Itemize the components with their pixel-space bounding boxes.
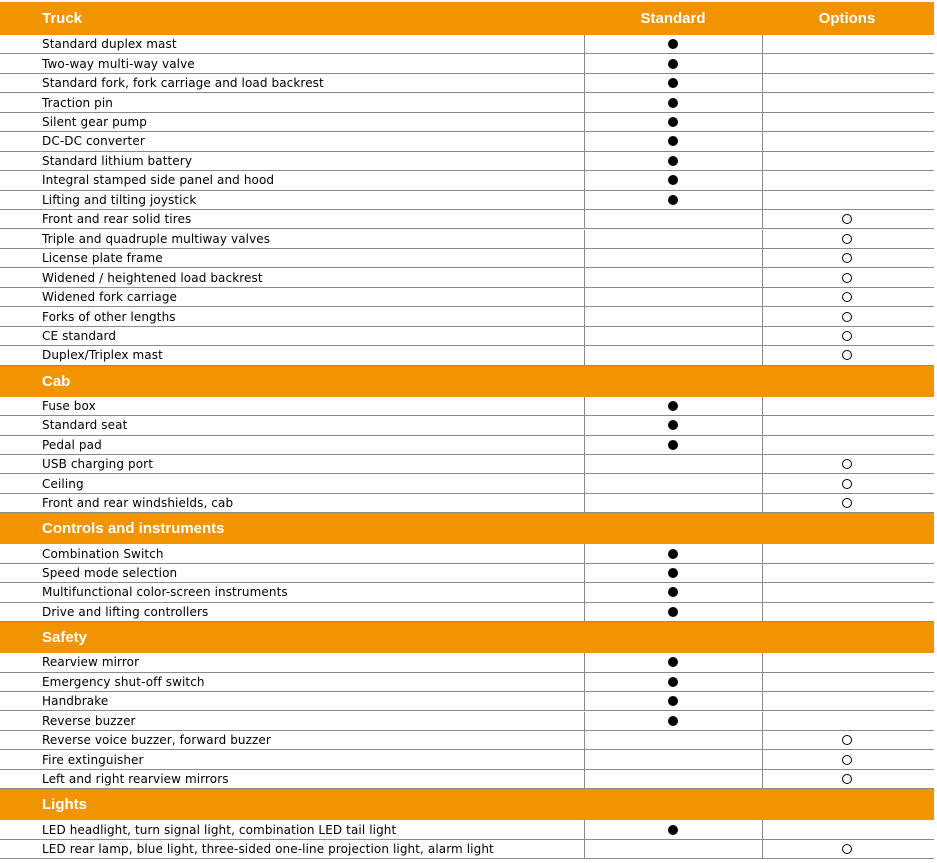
section-title: Controls and instruments xyxy=(42,520,225,538)
section-title: Lights xyxy=(42,796,87,814)
column-divider xyxy=(584,191,585,209)
column-divider xyxy=(762,93,763,111)
section-title: Truck xyxy=(42,10,83,27)
column-divider xyxy=(762,152,763,170)
option-open-circle-icon xyxy=(842,735,852,745)
table-row xyxy=(0,653,934,672)
column-divider xyxy=(584,750,585,768)
column-divider xyxy=(584,673,585,691)
table-row xyxy=(0,692,934,711)
column-divider xyxy=(584,249,585,267)
column-divider xyxy=(762,54,763,72)
standard-filled-circle-icon xyxy=(668,587,678,597)
column-divider xyxy=(584,436,585,454)
row-label: Front and rear solid tires xyxy=(42,212,192,227)
standard-filled-circle-icon xyxy=(668,175,678,185)
column-divider xyxy=(584,583,585,601)
column-divider xyxy=(584,288,585,306)
row-label: Standard fork, fork carriage and load backrest xyxy=(42,76,324,91)
row-label: Two-way multi-way valve xyxy=(42,56,195,71)
table-row xyxy=(0,712,934,731)
table-row xyxy=(0,416,934,435)
table-row xyxy=(0,210,934,229)
column-header-options: Options xyxy=(818,10,876,27)
table-row xyxy=(0,74,934,93)
option-open-circle-icon xyxy=(842,755,852,765)
row-label: Standard lithium battery xyxy=(42,153,193,168)
row-label: License plate frame xyxy=(42,251,163,266)
table-row xyxy=(0,583,934,602)
column-divider xyxy=(762,436,763,454)
table-row xyxy=(0,750,934,769)
column-divider xyxy=(762,249,763,267)
table-row xyxy=(0,603,934,622)
row-label: LED rear lamp, blue light, three-sided one-line projection light, alarm light xyxy=(42,841,494,856)
section-header xyxy=(0,789,934,820)
section-header xyxy=(0,2,934,35)
table-row xyxy=(0,268,934,287)
column-divider xyxy=(762,603,763,621)
column-divider xyxy=(584,544,585,562)
option-open-circle-icon xyxy=(842,253,852,263)
row-label: Front and rear windshields, cab xyxy=(42,496,234,511)
column-divider xyxy=(584,152,585,170)
column-divider xyxy=(762,583,763,601)
column-divider xyxy=(584,74,585,92)
option-open-circle-icon xyxy=(842,234,852,244)
row-label: Standard seat xyxy=(42,418,128,433)
row-label: Fuse box xyxy=(42,398,96,413)
column-divider xyxy=(762,494,763,512)
standard-filled-circle-icon xyxy=(668,78,678,88)
standard-filled-circle-icon xyxy=(668,117,678,127)
option-open-circle-icon xyxy=(842,479,852,489)
row-label: Left and right rearview mirrors xyxy=(42,772,229,787)
standard-filled-circle-icon xyxy=(668,657,678,667)
row-label: LED headlight, turn signal light, combination LED tail light xyxy=(42,822,397,837)
column-divider xyxy=(762,673,763,691)
column-divider xyxy=(762,113,763,131)
standard-filled-circle-icon xyxy=(668,549,678,559)
column-divider xyxy=(762,268,763,286)
table-row xyxy=(0,770,934,789)
column-divider xyxy=(584,93,585,111)
column-divider xyxy=(584,712,585,730)
column-divider xyxy=(584,113,585,131)
option-open-circle-icon xyxy=(842,459,852,469)
row-label: Widened / heightened load backrest xyxy=(42,270,263,285)
column-divider xyxy=(762,327,763,345)
row-label: Fire extinguisher xyxy=(42,752,144,767)
column-divider xyxy=(762,230,763,248)
column-divider xyxy=(762,544,763,562)
standard-filled-circle-icon xyxy=(668,39,678,49)
section-title: Safety xyxy=(42,629,88,647)
column-divider xyxy=(584,132,585,150)
column-divider xyxy=(762,132,763,150)
section-header xyxy=(0,513,934,544)
table-row xyxy=(0,171,934,190)
row-label: Reverse buzzer xyxy=(42,713,136,728)
option-open-circle-icon xyxy=(842,292,852,302)
column-divider xyxy=(584,35,585,53)
table-row xyxy=(0,544,934,563)
column-divider xyxy=(762,840,763,858)
table-row xyxy=(0,307,934,326)
option-open-circle-icon xyxy=(842,774,852,784)
column-divider xyxy=(584,494,585,512)
standard-filled-circle-icon xyxy=(668,59,678,69)
table-row xyxy=(0,474,934,493)
table-row xyxy=(0,191,934,210)
standard-filled-circle-icon xyxy=(668,136,678,146)
table-row xyxy=(0,54,934,73)
table-row xyxy=(0,35,934,54)
column-divider xyxy=(584,474,585,492)
row-label: Integral stamped side panel and hood xyxy=(42,173,275,188)
section-title: Cab xyxy=(42,372,71,390)
column-divider xyxy=(584,416,585,434)
table-row xyxy=(0,346,934,365)
column-divider xyxy=(762,653,763,671)
row-label: Speed mode selection xyxy=(42,566,178,581)
table-row xyxy=(0,230,934,249)
column-divider xyxy=(762,750,763,768)
column-divider xyxy=(584,346,585,364)
row-label: CE standard xyxy=(42,328,117,343)
row-label: Multifunctional color-screen instruments xyxy=(42,585,288,600)
row-label: Silent gear pump xyxy=(42,115,148,130)
row-label: Traction pin xyxy=(42,95,114,110)
row-label: DC-DC converter xyxy=(42,134,145,149)
table-row xyxy=(0,249,934,268)
option-open-circle-icon xyxy=(842,273,852,283)
option-open-circle-icon xyxy=(842,214,852,224)
standard-filled-circle-icon xyxy=(668,195,678,205)
standard-filled-circle-icon xyxy=(668,607,678,617)
column-divider xyxy=(762,770,763,788)
table-row xyxy=(0,436,934,455)
standard-filled-circle-icon xyxy=(668,677,678,687)
column-divider xyxy=(762,288,763,306)
column-divider xyxy=(762,346,763,364)
column-divider xyxy=(584,455,585,473)
column-divider xyxy=(762,820,763,838)
row-label: Combination Switch xyxy=(42,546,164,561)
row-label: Lifting and tilting joystick xyxy=(42,192,197,207)
column-divider xyxy=(762,210,763,228)
standard-filled-circle-icon xyxy=(668,716,678,726)
standard-filled-circle-icon xyxy=(668,825,678,835)
column-divider xyxy=(584,564,585,582)
column-divider xyxy=(762,191,763,209)
option-open-circle-icon xyxy=(842,498,852,508)
table-row xyxy=(0,731,934,750)
option-open-circle-icon xyxy=(842,331,852,341)
table-row xyxy=(0,673,934,692)
row-label: USB charging port xyxy=(42,457,154,472)
standard-filled-circle-icon xyxy=(668,401,678,411)
row-label: Emergency shut-off switch xyxy=(42,674,205,689)
table-row xyxy=(0,327,934,346)
standard-filled-circle-icon xyxy=(668,696,678,706)
column-divider xyxy=(762,731,763,749)
section-header xyxy=(0,622,934,653)
row-label: Forks of other lengths xyxy=(42,309,176,324)
table-row xyxy=(0,93,934,112)
column-divider xyxy=(584,268,585,286)
column-divider xyxy=(584,731,585,749)
row-label: Standard duplex mast xyxy=(42,37,177,52)
standard-filled-circle-icon xyxy=(668,98,678,108)
column-divider xyxy=(762,474,763,492)
table-row xyxy=(0,397,934,416)
column-divider xyxy=(584,692,585,710)
table-row xyxy=(0,494,934,513)
column-divider xyxy=(762,74,763,92)
column-divider xyxy=(584,54,585,72)
column-divider xyxy=(584,653,585,671)
row-label: Drive and lifting controllers xyxy=(42,604,209,619)
table-row xyxy=(0,820,934,839)
option-open-circle-icon xyxy=(842,350,852,360)
table-row xyxy=(0,132,934,151)
row-label: Widened fork carriage xyxy=(42,290,178,305)
column-divider xyxy=(584,171,585,189)
standard-filled-circle-icon xyxy=(668,568,678,578)
column-divider xyxy=(762,692,763,710)
table-row xyxy=(0,152,934,171)
option-open-circle-icon xyxy=(842,312,852,322)
column-divider xyxy=(584,327,585,345)
row-label: Reverse voice buzzer, forward buzzer xyxy=(42,733,271,748)
column-divider xyxy=(762,455,763,473)
standard-filled-circle-icon xyxy=(668,420,678,430)
column-divider xyxy=(584,770,585,788)
column-divider xyxy=(584,307,585,325)
table-row xyxy=(0,564,934,583)
table-row xyxy=(0,288,934,307)
column-divider xyxy=(762,307,763,325)
row-label: Ceiling xyxy=(42,476,84,491)
standard-filled-circle-icon xyxy=(668,156,678,166)
row-label: Triple and quadruple multiway valves xyxy=(42,231,271,246)
column-divider xyxy=(762,35,763,53)
standard-filled-circle-icon xyxy=(668,440,678,450)
column-header-standard: Standard xyxy=(640,10,706,27)
column-divider xyxy=(584,820,585,838)
option-open-circle-icon xyxy=(842,844,852,854)
column-divider xyxy=(584,397,585,415)
row-label: Duplex/Triplex mast xyxy=(42,348,163,363)
table-row xyxy=(0,113,934,132)
table-row xyxy=(0,840,934,859)
column-divider xyxy=(762,171,763,189)
column-divider xyxy=(584,210,585,228)
row-label: Pedal pad xyxy=(42,437,102,452)
column-divider xyxy=(762,712,763,730)
column-divider xyxy=(762,416,763,434)
row-label: Rearview mirror xyxy=(42,655,140,670)
row-label: Handbrake xyxy=(42,694,109,709)
column-divider xyxy=(762,397,763,415)
column-divider xyxy=(762,564,763,582)
column-divider xyxy=(584,603,585,621)
column-divider xyxy=(584,840,585,858)
table-row xyxy=(0,455,934,474)
column-divider xyxy=(584,230,585,248)
section-header xyxy=(0,366,934,397)
